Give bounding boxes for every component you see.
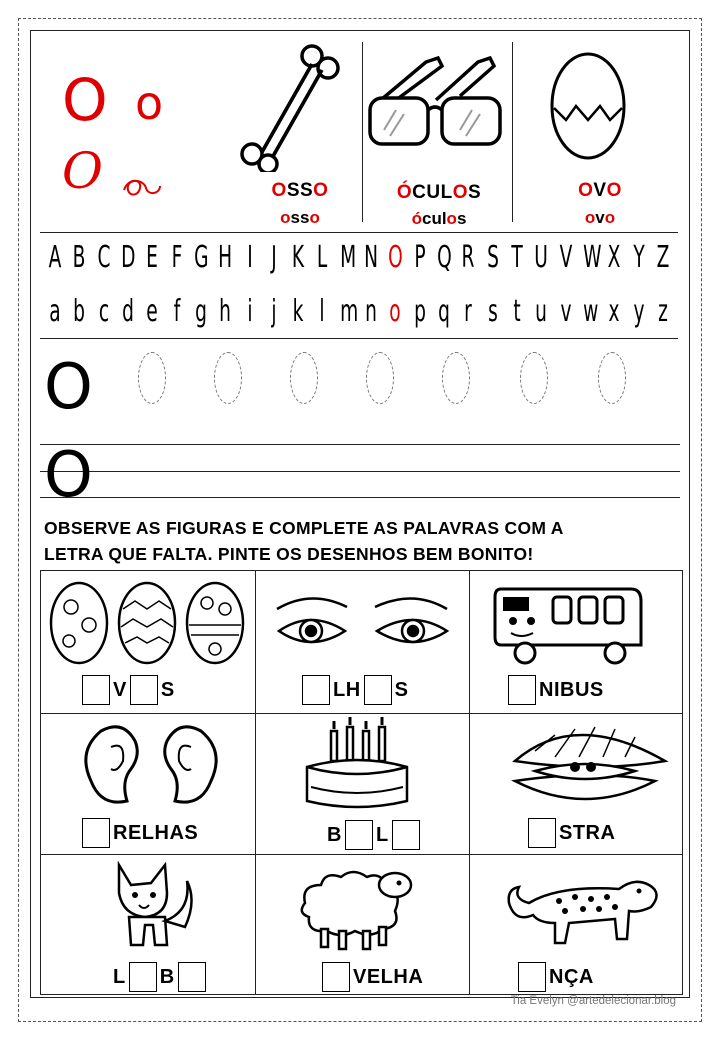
header-rule (40, 232, 678, 233)
eyes-icon (263, 587, 463, 657)
cracked-egg-icon (548, 44, 628, 164)
letter-lower: o (135, 76, 164, 130)
header-divider-2 (512, 42, 513, 222)
writing-line (40, 471, 680, 472)
alphabet-letter: R (461, 240, 475, 275)
writing-line (40, 497, 680, 498)
footer-credit: Tia Evelyn @artedelecionar.blog (510, 995, 676, 1007)
exercise-olhos: LH S (299, 675, 409, 705)
alphabet-letter: A (48, 240, 62, 275)
answer-box[interactable] (129, 962, 157, 992)
letter-upper: O (62, 66, 108, 134)
alphabet-letter: q (438, 294, 450, 329)
alphabet-letter: x (608, 294, 620, 329)
alphabet-letter: l (319, 294, 326, 329)
exercise-orelhas: RELHAS (79, 818, 198, 848)
exercise-onibus: NIBUS (505, 675, 604, 705)
wolf-icon (101, 861, 201, 957)
alphabet-letter: e (146, 294, 158, 329)
trace-guide[interactable] (442, 352, 470, 404)
alphabet-letter: C (97, 240, 111, 275)
answer-box[interactable] (364, 675, 392, 705)
trace-guide[interactable] (520, 352, 548, 404)
alphabet-letter: p (413, 294, 426, 329)
word-oculos-upper: ÓCULOS (396, 182, 482, 203)
alphabet-letter: t (513, 294, 521, 329)
alphabet-letter: P (414, 240, 426, 275)
writing-line (40, 444, 680, 445)
alphabet-rule (40, 338, 678, 339)
ears-icon (71, 721, 231, 811)
trace-guide[interactable] (214, 352, 242, 404)
instruction-line: OBSERVE AS FIGURAS E COMPLETE AS PALAVRAS COM A (44, 518, 564, 538)
alphabet-letter: n (365, 294, 377, 329)
jaguar-icon (499, 863, 669, 955)
exercise-grid (40, 570, 683, 995)
answer-box[interactable] (302, 675, 330, 705)
alphabet-letter: N (364, 240, 379, 275)
trace-guide[interactable] (290, 352, 318, 404)
alphabet-letter: U (534, 240, 549, 275)
alphabet-letter: V (559, 240, 572, 275)
exercise-ostra: STRA (525, 818, 615, 848)
glasses-icon (366, 48, 506, 158)
trace-guide[interactable] (598, 352, 626, 404)
exercise-ovos: V S (79, 675, 175, 705)
alphabet-letter: i (246, 294, 253, 329)
alphabet-letter: g (194, 294, 207, 329)
answer-box[interactable] (345, 820, 373, 850)
tracing-model-upper: O (44, 350, 93, 423)
alphabet-letter: K (292, 240, 305, 275)
alphabet-letter: D (121, 240, 136, 275)
exercise-onca: NÇA (515, 962, 594, 992)
letter-cursive-upper: O (62, 142, 103, 200)
easter-eggs-icon (47, 579, 247, 669)
alphabet-letter: m (339, 294, 359, 329)
letter-cursive-lower (120, 172, 164, 202)
grid-hline (41, 854, 682, 855)
alphabet-letter: f (173, 294, 180, 329)
alphabet-letter: c (98, 294, 109, 329)
alphabet-letter: J (271, 240, 277, 275)
grid-vline (255, 571, 256, 994)
answer-box[interactable] (178, 962, 206, 992)
instruction-line: LETRA QUE FALTA. PINTE OS DESENHOS BEM BONITO! (44, 544, 534, 564)
alphabet-letter: S (486, 240, 499, 275)
tracing-model-lower: O (44, 438, 93, 511)
alphabet-letter: d (122, 294, 134, 329)
alphabet-letter: v (560, 294, 572, 329)
alphabet-letter: L (317, 240, 328, 275)
grid-vline (469, 571, 470, 994)
trace-guide[interactable] (366, 352, 394, 404)
alphabet-letter: O (388, 240, 404, 275)
header-divider-1 (362, 42, 363, 222)
alphabet-letter: k (292, 294, 304, 329)
alphabet-letter: M (339, 240, 356, 275)
oyster-icon (495, 721, 675, 809)
alphabet-letter: X (607, 240, 621, 275)
bone-icon (232, 42, 342, 172)
answer-box[interactable] (518, 962, 546, 992)
alphabet-letter: F (171, 240, 182, 275)
word-ovo-lower: ovo (584, 208, 616, 227)
word-osso-upper: OSSO (271, 180, 329, 201)
alphabet-letter: T (511, 240, 523, 275)
alphabet-lower (44, 294, 674, 329)
alphabet-letter: y (632, 294, 645, 329)
word-oculos-lower: óculos (411, 209, 467, 228)
alphabet-letter: o (389, 294, 402, 329)
word-osso-lower: osso (280, 208, 320, 227)
alphabet-letter: W (583, 240, 602, 275)
birthday-cake-icon (297, 717, 417, 813)
exercise-bolo: B L (327, 820, 423, 850)
bus-icon (491, 579, 661, 669)
answer-box[interactable] (528, 818, 556, 848)
alphabet-letter: Y (632, 240, 645, 275)
alphabet-letter: u (535, 294, 548, 329)
exercise-ovelha: VELHA (319, 962, 423, 992)
grid-hline (41, 713, 682, 714)
alphabet-letter: H (218, 240, 233, 275)
alphabet-letter: w (583, 294, 599, 329)
alphabet-letter: h (219, 294, 232, 329)
sheep-icon (291, 863, 421, 955)
answer-box[interactable] (322, 962, 350, 992)
instructions (44, 515, 694, 567)
alphabet-letter: B (72, 240, 86, 275)
alphabet-letter: b (73, 294, 86, 329)
answer-box[interactable] (508, 675, 536, 705)
alphabet-letter: I (246, 240, 253, 275)
answer-box[interactable] (130, 675, 158, 705)
alphabet-letter: E (146, 240, 159, 275)
answer-box[interactable] (82, 675, 110, 705)
alphabet-letter: Z (656, 240, 670, 275)
answer-box[interactable] (82, 818, 110, 848)
alphabet-letter: r (464, 294, 473, 329)
answer-box[interactable] (392, 820, 420, 850)
alphabet-letter: z (657, 294, 668, 329)
trace-guide[interactable] (138, 352, 166, 404)
exercise-lobo: L B (113, 962, 209, 992)
word-ovo-upper: OVO (578, 180, 622, 201)
alphabet-letter: s (487, 294, 498, 329)
alphabet-letter: G (194, 240, 209, 275)
alphabet-letter: j (271, 294, 277, 329)
alphabet-letter: a (49, 294, 61, 329)
alphabet-upper (44, 240, 674, 275)
alphabet-letter: Q (437, 240, 452, 275)
